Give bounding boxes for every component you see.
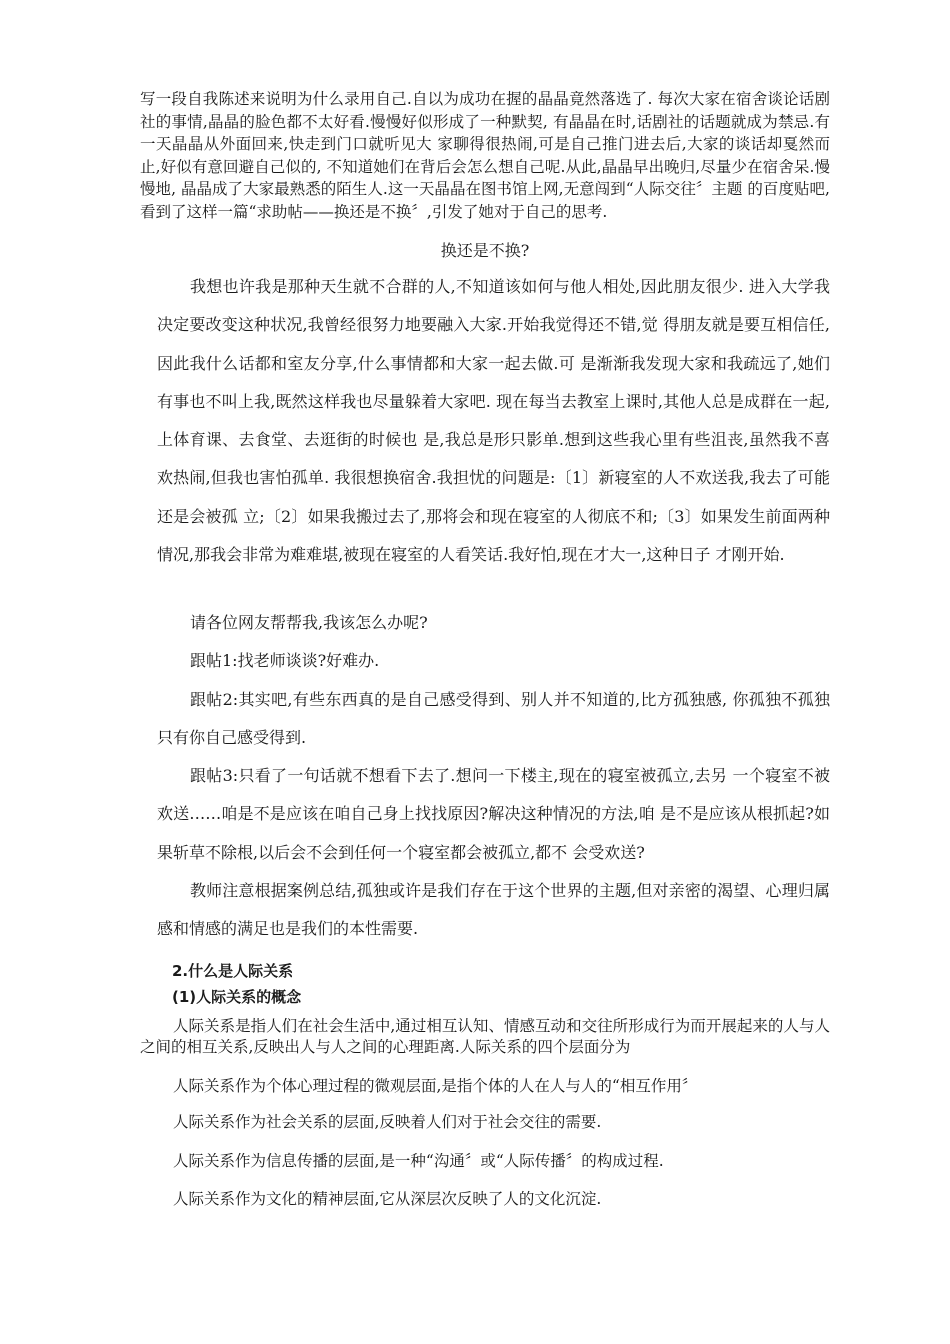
- subsection-heading: (1)人际关系的概念: [172, 988, 302, 1006]
- layer-item: 人际关系作为社会关系的层面,反映着人们对于社会交往的需要.: [173, 1113, 602, 1131]
- teacher-note-paragraph: 教师注意根据案例总结,孤独或许是我们存在于这个世界的主题,但对亲密的渴望、心理归属感和情感的满足也是我们的本性需要.: [157, 881, 830, 939]
- layer-item: 人际关系作为个体心理过程的微观层面,是指个体的人在人与人的“相互作用〞: [173, 1077, 698, 1095]
- definition-paragraph: 人际关系是指人们在社会生活中,通过相互认知、情感互动和交往所形成行为而开展起来的人与人之间的相互关系,反映出人与人之间的心理距离.人际关系的四个层面分为: [140, 1017, 830, 1056]
- section-heading: 2.什么是人际关系: [172, 962, 294, 980]
- post-ask-paragraph: 请各位网友帮帮我,我该怎么办呢?: [190, 613, 428, 632]
- reply-1-paragraph: 跟帖1:找老师谈谈?好难办.: [190, 651, 380, 670]
- reply-3-paragraph: 跟帖3:只看了一句话就不想看下去了.想问一下楼主,现在的寝室被孤立,去另 一个寝室不被欢送……咱是不是应该在咱自己身上找找原因?解决这种情况的方法,咱 是不是应该从根抓起?如果斩草不除根,以后会不会到任何一个寝室都会被孤立,都不 会受欢送?: [157, 766, 830, 862]
- reply-2-paragraph: 跟帖2:其实吧,有些东西真的是自己感受得到、别人并不知道的,比方孤独感, 你孤独不孤独只有你自己感受得到.: [157, 690, 830, 748]
- layer-item: 人际关系作为信息传播的层面,是一种“沟通〞或“人际传播〞的构成过程.: [173, 1152, 664, 1170]
- layer-item: 人际关系作为文化的精神层面,它从深层次反映了人的文化沉淀.: [173, 1190, 602, 1208]
- post-body-paragraph: 我想也许我是那种天生就不合群的人,不知道该如何与他人相处,因此朋友很少. 进入大学我决定要改变这种状况,我曾经很努力地要融入大家.开始我觉得还不错,觉 得朋友就是要互相信任,因此我什么话都和室友分享,什么事情都和大家一起去做.可 是渐渐我发现大家和我疏远了,她们有事也不叫上我,既然这样我也尽量躲着大家吧. 现在每当去教室上课时,其他人总是成群在一起,上体育课、去食堂、去逛街的时候也 是,我总是形只影单.想到这些我心里有些沮丧,虽然我不喜欢热闹,但我也害怕孤单. 我很想换宿舍.我担忧的问题是:〔1〕新寝室的人不欢送我,我去了可能还是会被孤 立;〔2〕如果我搬过去了,那将会和现在寝室的人彻底不和;〔3〕如果发生前面两种 情况,那我会非常为难难堪,被现在寝室的人看笑话.我好怕,现在才大一,这种日子 才刚开始.: [157, 277, 830, 565]
- post-title: 换还是不换?: [440, 241, 530, 260]
- intro-paragraph: 写一段自我陈述来说明为什么录用自己.自以为成功在握的晶晶竟然落选了. 每次大家在宿舍谈论话剧社的事情,晶晶的脸色都不太好看.慢慢好似形成了一种默契, 有晶晶在时,话剧社的话题就成为禁忌.有一天晶晶从外面回来,快走到门口就听见大 家聊得很热闹,可是自己推门进去后,大家的谈话却戛然而止,好似有意回避自己似的, 不知道她们在背后会怎么想自己呢.从此,晶晶早出晚归,尽量少在宿舍呆.慢慢地, 晶晶成了大家最熟悉的陌生人.这一天晶晶在图书馆上网,无意闯到“人际交往〞主题 的百度贴吧,看到了这样一篇“求助帖——换还是不换〞,引发了她对于自己的思考.: [140, 90, 830, 221]
